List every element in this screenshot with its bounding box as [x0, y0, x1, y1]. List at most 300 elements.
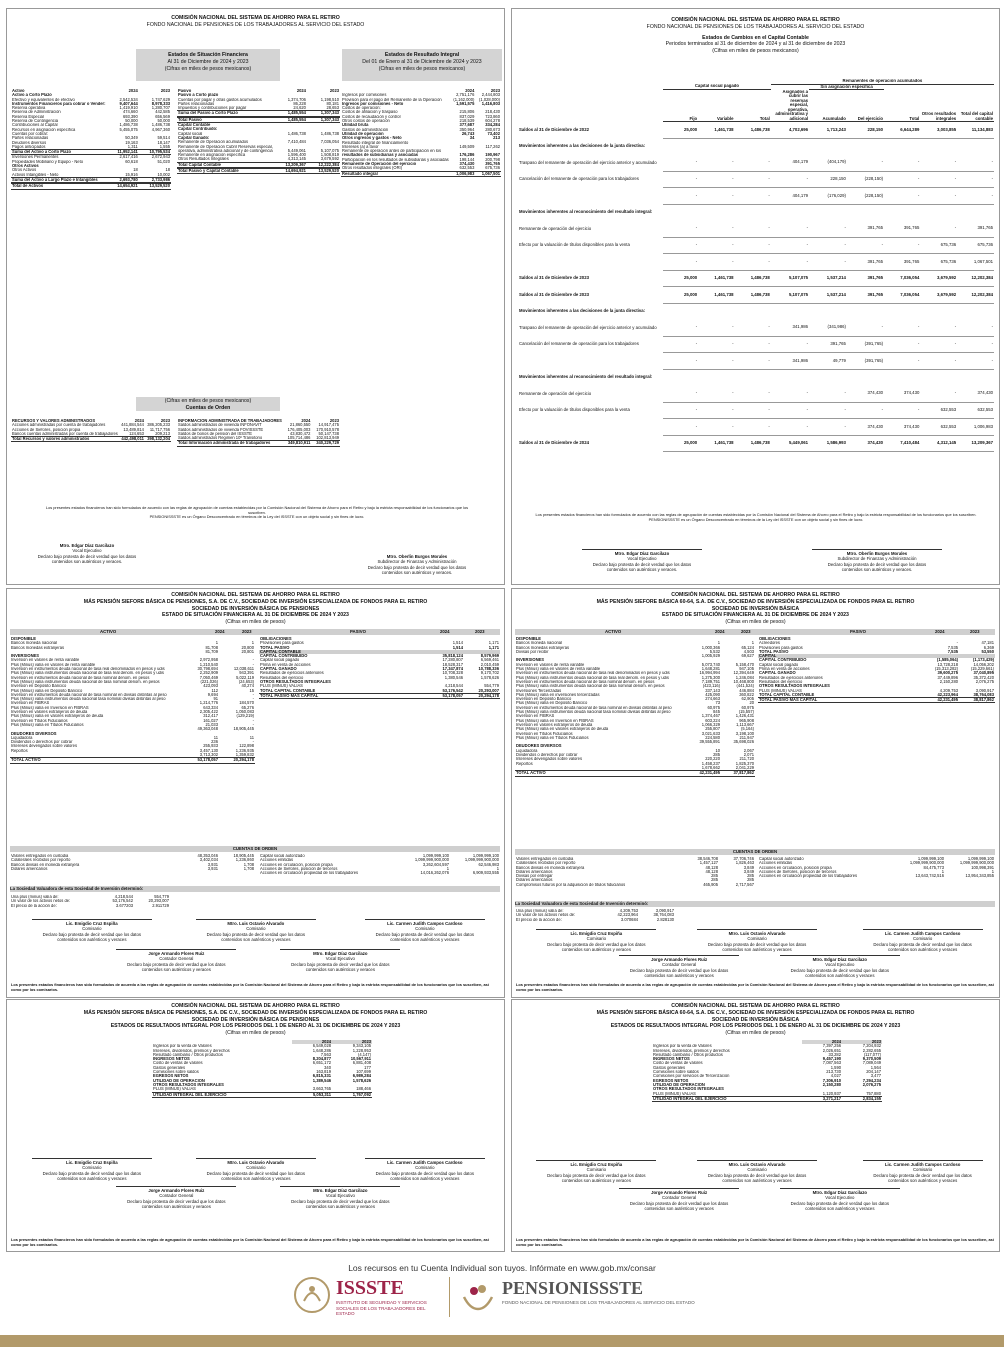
row-label: Provisiones para gastos — [260, 641, 304, 646]
value-2024: (423,116) — [702, 684, 720, 689]
row-label: Inversión en instrumentos deuda nacional de tasa nominal denom. en pesos — [11, 675, 150, 680]
value-2023: 1,578,626 — [480, 675, 499, 680]
cell-value — [698, 303, 734, 320]
signer-role: Comisario — [586, 1167, 607, 1173]
pasivo-table — [177, 89, 340, 174]
signer-statement: Declaro bajo protesta de decir verdad que los datos — [707, 1172, 807, 1178]
cell-value: 5,107,075 — [771, 287, 809, 304]
cell-value: - — [920, 155, 957, 172]
year-2023: 2023 — [242, 629, 252, 634]
row-label: UTILIDAD INTEGRAL DEL EJERCICIO — [652, 1096, 802, 1101]
value-2023: 28,653 — [326, 106, 339, 111]
row-label: Costo de ventas de valores — [153, 1061, 203, 1066]
panel-c-h3: SOCIEDAD DE INVERSIÓN BÁSICA DE PENSIONES — [191, 605, 320, 612]
cell-value: - — [920, 171, 957, 188]
row-label: Efectivo y equivalentes de efectivo — [12, 97, 75, 102]
signature-line — [365, 919, 485, 920]
table-row — [515, 771, 755, 776]
row-label: CAPITAL GANADO — [759, 671, 796, 676]
cell-value — [771, 204, 809, 221]
row-label: Un valor de los activos netos de: — [11, 899, 71, 904]
cell-value — [920, 369, 957, 386]
value-2024: 198,144 — [459, 157, 475, 162]
signature-block — [32, 1158, 152, 1181]
panel-a-h1: COMISIÓN NACIONAL DEL SISTEMA DE AHORRO PARA EL RETIRO — [171, 15, 340, 21]
panel-siefore-6064-balance — [511, 588, 1000, 998]
value-2023: 1,564 — [870, 1065, 881, 1070]
cell-value: - — [957, 171, 994, 188]
cell-value — [847, 138, 884, 155]
value-2023: 1,578,626 — [352, 1078, 371, 1083]
cell-value: 11,134,883 — [957, 122, 994, 139]
row-label: Otros Resultados Integrales — [178, 157, 229, 162]
row-label: Inversiones Tercerizadas — [516, 688, 562, 693]
cell-value: - — [920, 353, 957, 370]
value-2023: 675,736 — [485, 166, 500, 171]
year-2023: 2023 — [970, 629, 980, 634]
signature-block — [116, 1186, 236, 1209]
panel-b-h1: COMISIÓN NACIONAL DEL SISTEMA DE AHORRO PARA EL RETIRO — [671, 17, 840, 23]
value-2024: 1,120,937 — [822, 1091, 841, 1096]
signer-statement: Declaro bajo protesta de decir verdad que los datos — [206, 931, 306, 937]
row-label: Suma del Activo a Largo Plazo e Intangibles — [11, 177, 107, 182]
row-label: Resultado integral de financiamiento — [342, 140, 409, 145]
table-row — [11, 184, 171, 189]
value-2023: 334,284 — [485, 123, 500, 128]
value-2024: 21,860,550 — [289, 423, 311, 428]
value-2023: 10,788,336 — [478, 667, 499, 672]
value-2024: 176,286 — [459, 153, 475, 158]
signer-statement: Declaro bajo protesta de decir verdad que los datos — [127, 961, 226, 967]
row-label: PLUS (MINUS) VALÍAS — [653, 1091, 696, 1096]
signer-role: Comisario — [912, 936, 933, 942]
signature-block — [780, 1188, 900, 1211]
value-2023: 100,998,391 — [971, 865, 994, 870]
cell-value: 1,537,214 — [809, 270, 847, 287]
value-2023: 943,391 — [239, 671, 254, 676]
value-2024: 60,618 — [125, 159, 138, 164]
cell-value: - — [698, 221, 734, 238]
signer-statement-2: contenidos son auténticos y veraces — [390, 1176, 460, 1182]
column-header: Otros resultados integrales — [920, 90, 957, 122]
value-2024: 5,449,061 — [287, 148, 306, 153]
panel-c-h2: MÁS PENSIÓN SIEFORE BÁSICA DE PENSIONES, S.A. DE C.V., SOCIEDAD DE INVERSIÓN ESPECIALIZADA DE FONDOS PARA EL RETIRO — [83, 598, 428, 605]
row-label: Suma del Activo a Corto Plazo — [11, 150, 107, 155]
signer-role: Comisario — [586, 936, 607, 942]
row-label: Total Recursos y valores administrados — [11, 437, 119, 442]
row-label: Saldos al 31 de Diciembre de 2023 — [519, 291, 589, 297]
row-label: Acciones en circulación propiedad de los trabajadores — [759, 874, 858, 879]
row-label: Liquidadora — [11, 735, 33, 740]
value-2024: 1,099,999,900,000 — [909, 861, 944, 866]
value-2023: 213 — [493, 136, 500, 141]
cell-value: 3,679,592 — [920, 270, 957, 287]
row-label: Colaterales recibidos por reporto — [516, 861, 576, 866]
value-2024: 2,542,534 — [119, 97, 138, 102]
row-label: Inversión en instrumentos deuda nacional de tasa real denominados en pesos y udis — [516, 671, 670, 676]
year-2024: 2024 — [715, 629, 725, 634]
recursos-label: RECURSOS Y VALORES ADMINISTRADOS — [12, 419, 96, 423]
value-2023: 65,276 — [241, 705, 254, 710]
value-2024: 42,223,964 — [937, 692, 958, 697]
value-2024: 340 — [324, 1065, 331, 1070]
value-2024: 1,590 — [830, 1065, 841, 1070]
valuadora-rows — [10, 895, 170, 908]
value-2023: 723,860 — [485, 114, 500, 119]
cell-value — [771, 369, 809, 386]
row-label: Inversión en valores extranjeros de deuda — [516, 722, 593, 727]
signer-statement: Declaro bajo protesta de decir verdad que los datos — [547, 941, 646, 947]
table-row — [518, 353, 994, 370]
value-2024: 1 — [446, 866, 449, 871]
row-label: Remanente de operación del ejercicio — [519, 225, 592, 231]
row-label: Otros ingresos y gastos - Neto — [342, 136, 402, 141]
row-label: Efecto por la valuación de títulos disponibles para la venta — [519, 242, 630, 247]
cell-value: (391,765) — [847, 353, 884, 370]
value-2024: 1 — [717, 641, 720, 646]
value-2024: 7,306,910 — [822, 1078, 841, 1083]
value-2024: 11,952,141 — [107, 150, 139, 155]
row-label: Plus (Minus) valía en Inversión en FIBRAS — [516, 718, 594, 723]
panel-a-left-title: Estados de Situación Financiera — [168, 52, 248, 58]
value-2023: 965,908 — [739, 718, 754, 723]
signer-name: Mtro. Edgar Díaz Garcilazo — [59, 543, 115, 548]
signer-name: Mtro. Edgar Díaz Garcilazo — [812, 957, 868, 962]
row-label: Intereses devengados sobre valores — [11, 744, 77, 749]
column-header: Acumulado — [809, 90, 847, 122]
value-2024: 7,535 — [947, 649, 958, 654]
row-label: Pagos anticipados — [12, 144, 46, 149]
value-2023: - — [252, 692, 254, 697]
value-2023: 1 — [751, 641, 754, 646]
info-rows — [177, 423, 340, 446]
value-2024: 2,693,780 — [107, 177, 139, 182]
signer-statement-2: contenidos son auténticos y veraces — [887, 1178, 958, 1184]
value-2024: 1,374,706 — [287, 97, 306, 102]
value-2023: 59,514 — [157, 136, 170, 141]
panel-siefore-pensiones-resultados — [6, 999, 505, 1252]
value-2024: 1,514 — [452, 645, 463, 650]
panel-d-h4: ESTADO DE SITUACIÓN FINANCIERA AL 31 DE DICIEMBRE DE 2024 Y 2023 — [662, 612, 849, 619]
signer-statement: Declaro bajo protesta de decir verdad que los datos — [827, 561, 927, 567]
value-2024: 16,994,994 — [699, 671, 720, 676]
resultado-table — [341, 89, 501, 177]
row-label: Una plus (minus) valía de: — [516, 909, 564, 913]
row-label — [518, 419, 663, 436]
row-label: Reserva de Administración — [12, 110, 61, 115]
row-label: Valores entregados en custodia — [516, 857, 574, 861]
value-2023: 1,416,803 — [481, 101, 500, 106]
cell-value: - — [809, 221, 847, 238]
value-2023: 1,171 — [488, 641, 499, 646]
table-row — [259, 693, 500, 698]
cambios-table-wrap — [518, 79, 994, 452]
value-2024: (15,313,282) — [934, 667, 958, 672]
signature-block — [619, 1188, 739, 1211]
cell-value: - — [698, 402, 734, 419]
row-label: Otros Activos — [12, 168, 37, 173]
row-label: Reportos — [11, 748, 28, 753]
table-row — [518, 122, 994, 139]
value-2024: 1,485,554 — [274, 111, 307, 116]
value-2024: 4,218,544 — [444, 684, 463, 689]
signer-statement-2: contenidos son auténticos y veraces — [221, 937, 291, 943]
panel-e-h3: SOCIEDAD DE INVERSIÓN BÁSICA DE PENSIONES — [191, 1016, 320, 1023]
cell-value: 374,430 — [884, 419, 920, 436]
year-2024: 2024 — [935, 629, 945, 634]
value-2023: 11 — [249, 735, 254, 740]
panel-d-h3: SOCIEDAD DE INVERSIÓN BÁSICA — [711, 605, 800, 612]
panel-c-h1: COMISIÓN NACIONAL DEL SISTEMA DE AHORRO PARA EL RETIRO — [171, 592, 340, 598]
footer-text: Los recursos en tu Cuenta Individual son tuyos. Infórmate en www.gob.mx/consar — [348, 1263, 656, 1273]
value-2023: (15,229,661) — [970, 667, 994, 672]
signature-block — [863, 929, 983, 952]
row-label: Capital social — [178, 131, 203, 136]
row-label: Ingresos por la venta de Valores — [153, 1044, 212, 1049]
row-label: Acciones de Siefores, posición de terceros — [260, 866, 338, 871]
row-label: Total Capital Contable — [177, 162, 274, 167]
row-label: Capital social autorizado — [759, 857, 804, 861]
value-2023: 9,170,702 — [480, 671, 499, 676]
signer-name: Jorge Armando Flores Ruiz — [651, 1190, 708, 1195]
signature-line — [697, 1160, 817, 1161]
cell-value: 7,036,054 — [884, 270, 920, 287]
value-2024: 4,027 — [830, 1074, 841, 1079]
year-2024: 2024 — [292, 1040, 332, 1044]
signer-statement: Declaro bajo protesta de decir verdad que los datos — [707, 941, 807, 947]
value-2023: 6,569,461 — [480, 658, 499, 663]
cell-value — [957, 204, 994, 221]
signer-name: Jorge Armando Flores Ruiz — [148, 951, 205, 956]
value-2023: 1,050,083 — [235, 710, 254, 715]
value-2024: 3,931 — [207, 862, 218, 867]
signer-name: Mtro. Luis Octavio Alvarado — [728, 1162, 786, 1167]
row-label: UTILIDAD INTEGRAL DEL EJERCICIO — [152, 1092, 292, 1097]
signer-statement: Declaro bajo protesta de decir verdad que los datos — [37, 553, 137, 559]
signer-name: Lic. Emigdio Cruz Espiña — [66, 921, 118, 926]
signer-statement-2: contenidos son auténticos y veraces — [57, 937, 127, 943]
cell-value: - — [735, 171, 771, 188]
cell-value: - — [920, 336, 957, 353]
value-2024: 7,563 — [320, 1052, 331, 1057]
value-2024: 9,457,190 — [822, 1057, 841, 1062]
value-2024: 73 — [715, 701, 720, 706]
value-2023: 1,747,629 — [151, 97, 170, 102]
signer-statement: Declaro bajo protesta de decir verdad que los datos — [291, 961, 390, 967]
cell-value: (228,150) — [847, 188, 884, 205]
value-2024: 13,209,367 — [274, 162, 307, 167]
row-label: Plus (Minus) valía en Depósito Bancico — [11, 688, 83, 693]
row-label: Plus (Minus) valía en Títulos Fiduciarios — [11, 722, 84, 727]
table-row — [518, 435, 994, 452]
row-label: Provisión para el pago del Remanente de la Operación — [342, 97, 442, 102]
row-label: Acciones en circulación, posición propia — [759, 865, 832, 870]
value-2024: 13,643,742,516 — [915, 874, 944, 879]
row-label: Traspaso del remanente de operación del ejercicio anterior y acumulado — [519, 324, 657, 330]
signer-statement-2: contenidos son auténticos y veraces — [722, 947, 792, 953]
row-label: EGRESOS NETOS — [653, 1078, 689, 1083]
value-2023: 6,369 — [983, 645, 994, 650]
signer-name: Lic. Carmen Judith Campos Cardoso — [387, 1160, 463, 1165]
value-2024: 1,099,999,100 — [917, 857, 944, 861]
signer-role: Comisario — [912, 1167, 933, 1173]
cell-value: - — [771, 254, 809, 271]
signature-block — [365, 919, 485, 942]
signer-statement-2: contenidos son auténticos y veraces. — [51, 559, 123, 565]
row-label: Valores entregados en custodia — [11, 854, 69, 858]
row-label: DEUDORES DIVERSOS — [516, 744, 562, 749]
signer-name: Lic. Carmen Judith Campos Cardoso — [884, 1162, 961, 1167]
activo-label: ACTIVO — [100, 629, 117, 634]
table-row — [177, 436, 340, 441]
signature-block — [116, 949, 236, 972]
cell-value: 374,430 — [847, 386, 884, 403]
signer-statement: Declaro bajo protesta de decir verdad que los datos — [206, 1170, 306, 1176]
value-2024: 215,806 — [459, 110, 475, 115]
panel-d-note: Los presentes estados financieros han sido formulados de acuerdo a las reglas de agrupación de cuentas establecidas por la Comisión Nacional del Sistema de Ahorro para el Retiro y bajo la estricta responsabilidad de los funcionarios que los suscriben, así como por los comisarios. — [516, 982, 994, 992]
value-2023: 38,764,083 — [973, 692, 994, 697]
cell-value — [809, 138, 847, 155]
recursos-rows — [11, 423, 171, 442]
value-2024: 1,458,237 — [701, 761, 720, 766]
signer-statement-2: contenidos son auténticos y veraces. — [606, 567, 678, 573]
row-label: Divisas por recibir — [516, 649, 549, 654]
signature-line — [32, 919, 152, 920]
column-header: Del ejercicio — [847, 90, 884, 122]
pensionissste-subtitle: FONDO NACIONAL DE PENSIONES DE LOS TRABAJADORES AL SERVICIO DEL ESTADO — [502, 1300, 695, 1305]
value-2024: 124,653 — [129, 431, 144, 436]
row-label: Total Información administrada de trabajadores — [177, 441, 283, 446]
cell-value: - — [847, 237, 884, 254]
cell-value: - — [663, 188, 698, 205]
cell-value: 1,486,738 — [735, 270, 771, 287]
signer-role: Contador General — [662, 962, 697, 968]
value-2024: 19,163 — [125, 140, 138, 145]
row-label: Gastos de administración — [342, 127, 389, 132]
value-2023: 10,795,534 — [139, 150, 171, 155]
cell-value: 228,150 — [847, 122, 884, 139]
value-2024: 7,050,469 — [199, 675, 218, 680]
row-label: Intereses, dividendos, premios y derechos — [653, 1048, 730, 1053]
row-label: Plus (Minus) valía instrumentos deuda nacional tasa nominal divisas distintas al peso — [516, 710, 671, 715]
row-label: OTROS RESULTADOS INTEGRALES — [653, 1087, 724, 1092]
row-label: Dividendos o derechos por cobrar — [11, 740, 73, 745]
value-2024: 285 — [713, 753, 720, 758]
value-2024: 1,214,776 — [199, 701, 218, 706]
signer-role: Vocal Ejecutivo — [627, 556, 657, 562]
cell-value — [847, 303, 884, 320]
table-row — [259, 871, 500, 875]
orden-left-rows — [10, 854, 255, 871]
panel-b-h2: FONDO NACIONAL DE PENSIONES DE LOS TRABAJADORES AL SERVICIO DEL ESTADO — [646, 23, 865, 30]
row-label: Reserva de Contingencia — [12, 119, 58, 124]
value-2023: 69,627 — [741, 654, 754, 659]
signer-statement: Declaro bajo protesta de decir verdad que los datos — [873, 941, 972, 947]
cell-value — [957, 369, 994, 386]
row-label: Plus (Minus) valía en valores extranjeros de deuda — [11, 714, 104, 719]
value-2023: 391,765 — [485, 162, 500, 167]
table-row — [10, 867, 255, 871]
cell-value — [698, 369, 734, 386]
value-2023: 15 — [249, 688, 254, 693]
value-2023: 8,579,969 — [480, 654, 499, 659]
signer-statement: Declaro bajo protesta de decir verdad que los datos — [790, 967, 890, 973]
value-2024: 3.677203 — [115, 903, 133, 908]
value-2024: 161,027 — [203, 718, 218, 723]
row-label: OBLIGACIONES — [260, 637, 292, 641]
signer-role: Contador General — [159, 956, 194, 962]
value-2024: 3,931 — [207, 866, 218, 871]
cell-value: - — [957, 336, 994, 353]
value-2023: 200,798 — [485, 157, 500, 162]
row-label: Plus (Minus) valía en Inversión en FIBRAS — [11, 705, 89, 710]
orden-title: CUENTAS DE ORDEN — [515, 849, 995, 855]
value-2023: 2,071 — [743, 753, 754, 758]
cell-value: 1,461,738 — [698, 287, 734, 304]
signature-line — [32, 1158, 152, 1159]
pasivo-rows — [259, 637, 500, 699]
cell-value: - — [735, 254, 771, 271]
cell-value: 1,486,738 — [735, 435, 771, 452]
table-row — [652, 1096, 882, 1101]
signer-name: Jorge Armando Flores Ruiz — [651, 957, 708, 962]
row-label: UTILIDAD DE OPERACIÓN — [653, 1082, 705, 1087]
row-label: Comisiones sobre saldos — [653, 1070, 699, 1075]
table-row — [518, 155, 994, 172]
row-label: Remanente en asignación específica — [178, 153, 246, 158]
panel-c-note: Los presentes estados financieros han sido formulados de acuerdo a las reglas de agrupación de cuentas establecidas por la Comisión Nacional del Sistema de Ahorro para el Retiro y bajo la estricta responsabilidad de los funcionarios que los suscriben, así como por los comisarios. — [11, 982, 489, 992]
year-2024: 2024 — [128, 89, 138, 93]
year-2024: 2024 — [296, 89, 306, 93]
row-label: Saldos al 31 de Diciembre de 2023 — [519, 275, 589, 280]
panel-e-units: (Cifras en miles de pesos) — [225, 1030, 286, 1036]
value-2023: 10,002 — [157, 172, 170, 177]
row-label: TOTAL PASIVO — [759, 649, 789, 654]
signer-statement-2: contenidos son auténticos y veraces — [57, 1176, 127, 1182]
signer-statement: Declaro bajo protesta de decir verdad que los datos — [375, 931, 475, 937]
value-2023: 3,679,592 — [320, 157, 339, 162]
row-label: Saldos al 31 de Diciembre de 2024 — [519, 440, 589, 445]
cell-value — [663, 204, 698, 221]
table-row — [152, 1092, 372, 1097]
row-label: TOTAL ACTIVO — [515, 771, 687, 776]
cell-value: - — [663, 419, 698, 436]
signer-role: Comisario — [246, 1165, 266, 1171]
signer-name: Mtro. Luis Octavio Alvarado — [728, 931, 786, 936]
value-2023: 6,909,933,555 — [472, 871, 499, 876]
signer-name: Lic. Carmen Judith Campos Cardoso — [884, 931, 961, 936]
cell-value: - — [735, 402, 771, 419]
value-2023: 1,825,370 — [735, 761, 754, 766]
cell-value: - — [920, 188, 957, 205]
cell-value — [771, 303, 809, 320]
year-2023: 2023 — [475, 629, 485, 634]
value-2024: 1,486,738 — [119, 123, 138, 128]
panel-balance-pensionissste — [6, 8, 505, 585]
signature-block — [27, 543, 147, 564]
orden-right-rows — [259, 854, 500, 875]
signature-block — [280, 949, 400, 972]
cell-value: - — [809, 419, 847, 436]
row-label: Recursos en asignación específica — [12, 127, 76, 132]
row-label: Plus (Minus) valía en Títulos Fiduciarios — [516, 735, 589, 740]
value-2024: (1,585,064) — [937, 658, 958, 663]
cell-value — [884, 204, 920, 221]
value-2023: 2,717,567 — [735, 882, 754, 887]
value-2024: 163,819 — [316, 1070, 331, 1075]
cell-value — [920, 303, 957, 320]
value-2023: 2,444,803 — [481, 93, 500, 98]
